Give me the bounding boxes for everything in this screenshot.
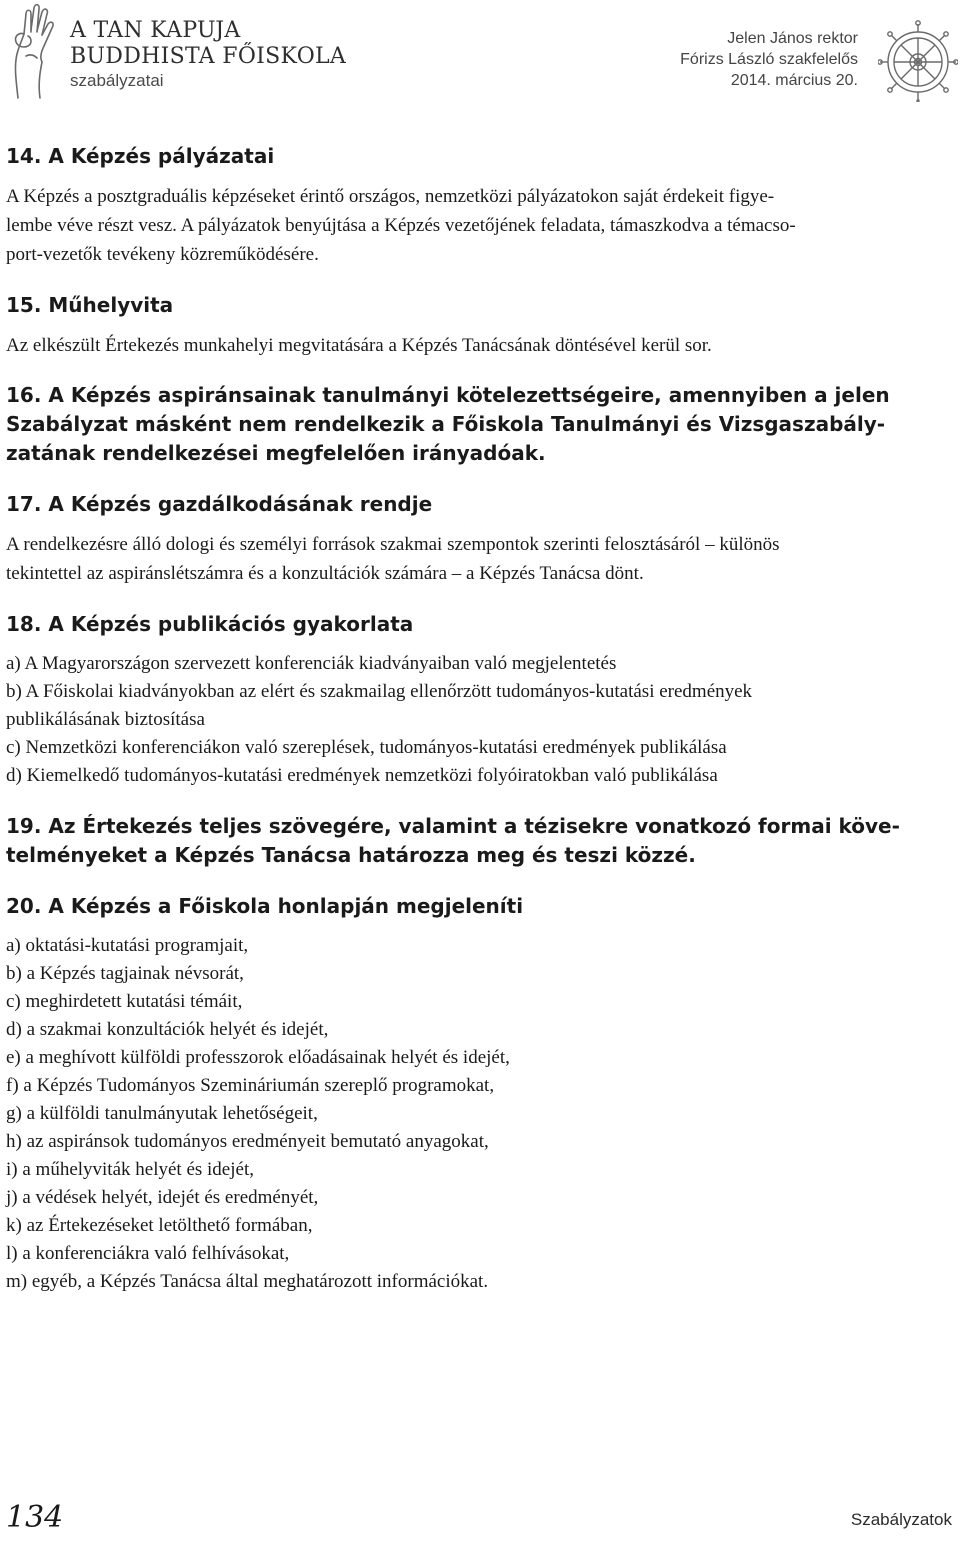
list-item: d) Kiemelkedő tudományos-kutatási eredmények nemzetközi folyóiratokban való publikálása <box>6 765 718 786</box>
institution-subtitle: szabályzatai <box>70 71 164 90</box>
section-14-heading: 14. A Képzés pályázatai <box>6 144 275 168</box>
document-date: 2014. március 20. <box>730 72 858 89</box>
section-18-list <box>6 650 952 790</box>
text-line: lembe véve részt vesz. A pályázatok benyújtása a Képzés vezetőjének feladata, támaszkodva a témacso- <box>6 215 796 236</box>
list-item: m) egyéb, a Képzés Tanácsa által meghatározott információkat. <box>6 1271 489 1292</box>
heading-line: 16. A Képzés aspiránsainak tanulmányi kötelezettségeire, amennyiben a jelen <box>6 383 890 407</box>
section-17-heading: 17. A Képzés gazdálkodásának rendje <box>6 492 433 516</box>
rector-name: Jelen János rektor <box>727 30 858 47</box>
list-item: c) Nemzetközi konferenciákon való szereplések, tudományos-kutatási eredmények publikálása <box>6 737 727 758</box>
institution-name-line2: BUDDHISTA FŐISKOLA <box>70 44 347 69</box>
text-line: Az elkészült Értekezés munkahelyi megvitatására a Képzés Tanácsának döntésével kerül sor. <box>6 335 712 356</box>
list-item: d) a szakmai konzultációk helyét és idejét, <box>6 1019 329 1040</box>
footer-section-name: Szabályzatok <box>850 1510 952 1529</box>
section-17-paragraph <box>6 530 952 588</box>
heading-line: telményeket a Képzés Tanácsa határozza meg és teszi közzé. <box>6 843 696 867</box>
dharma-wheel-icon <box>878 20 958 102</box>
list-item: e) a meghívott külföldi professzorok előadásainak helyét és idejét, <box>6 1047 510 1068</box>
responsible-name: Fórizs László szakfelelős <box>680 51 858 68</box>
list-item: k) az Értekezéseket letölthető formában, <box>6 1215 313 1236</box>
section-15-paragraph <box>6 331 952 360</box>
document-body <box>6 142 952 1296</box>
heading-line: Szabályzat másként nem rendelkezik a Főiskola Tanulmányi és Vizsgaszabály- <box>6 412 886 436</box>
section-16-heading <box>6 381 952 468</box>
text-line: A rendelkezésre álló dologi és személyi források szakmai szempontok szerinti felosztásáról – különös <box>6 534 780 555</box>
list-item: h) az aspiránsok tudományos eredményeit bemutató anyagokat, <box>6 1131 489 1152</box>
text-line: A Képzés a posztgraduális képzéseket érintő országos, nemzetközi pályázatokon saját érdekeit figye- <box>6 186 775 207</box>
hand-mudra-icon <box>4 0 64 100</box>
section-20-list <box>6 932 952 1296</box>
list-item: j) a védések helyét, idejét és eredményét, <box>6 1187 319 1208</box>
institution-name-line1: A TAN KAPUJA <box>70 18 241 43</box>
section-19-heading <box>6 812 952 870</box>
text-line: tekintettel az aspiránslétszámra és a konzultációk számára – a Képzés Tanácsa dönt. <box>6 563 644 584</box>
list-item: a) oktatási-kutatási programjait, <box>6 935 249 956</box>
list-item: b) a Képzés tagjainak névsorát, <box>6 963 244 984</box>
institution-title <box>70 18 346 92</box>
list-item: i) a műhelyviták helyét és idejét, <box>6 1159 254 1180</box>
section-15-heading: 15. Műhelyvita <box>6 293 174 317</box>
list-item: f) a Képzés Tudományos Szemináriumán szereplő programokat, <box>6 1075 495 1096</box>
list-item: publikálásának biztosítása <box>6 709 205 730</box>
text-line: port-vezetők tevékeny közreműködésére. <box>6 244 319 265</box>
header-signatories <box>680 28 858 91</box>
page-header <box>0 0 960 110</box>
list-item: g) a külföldi tanulmányutak lehetőségeit, <box>6 1103 318 1124</box>
section-14-paragraph <box>6 182 952 269</box>
section-20-heading: 20. A Képzés a Főiskola honlapján megjeleníti <box>6 894 524 918</box>
list-item: a) A Magyarországon szervezett konferenciák kiadványaiban való megjelentetés <box>6 653 617 674</box>
list-item: b) A Főiskolai kiadványokban az elért és szakmailag ellenőrzött tudományos-kutatási eredmények <box>6 681 753 702</box>
heading-line: 19. Az Értekezés teljes szövegére, valamint a tézisekre vonatkozó formai köve- <box>6 814 900 838</box>
list-item: l) a konferenciákra való felhívásokat, <box>6 1243 290 1264</box>
list-item: c) meghirdetett kutatási témáit, <box>6 991 243 1012</box>
section-18-heading: 18. A Képzés publikációs gyakorlata <box>6 612 414 636</box>
heading-line: zatának rendelkezései megfelelően irányadóak. <box>6 441 546 465</box>
page-number: 134 <box>6 1500 64 1535</box>
